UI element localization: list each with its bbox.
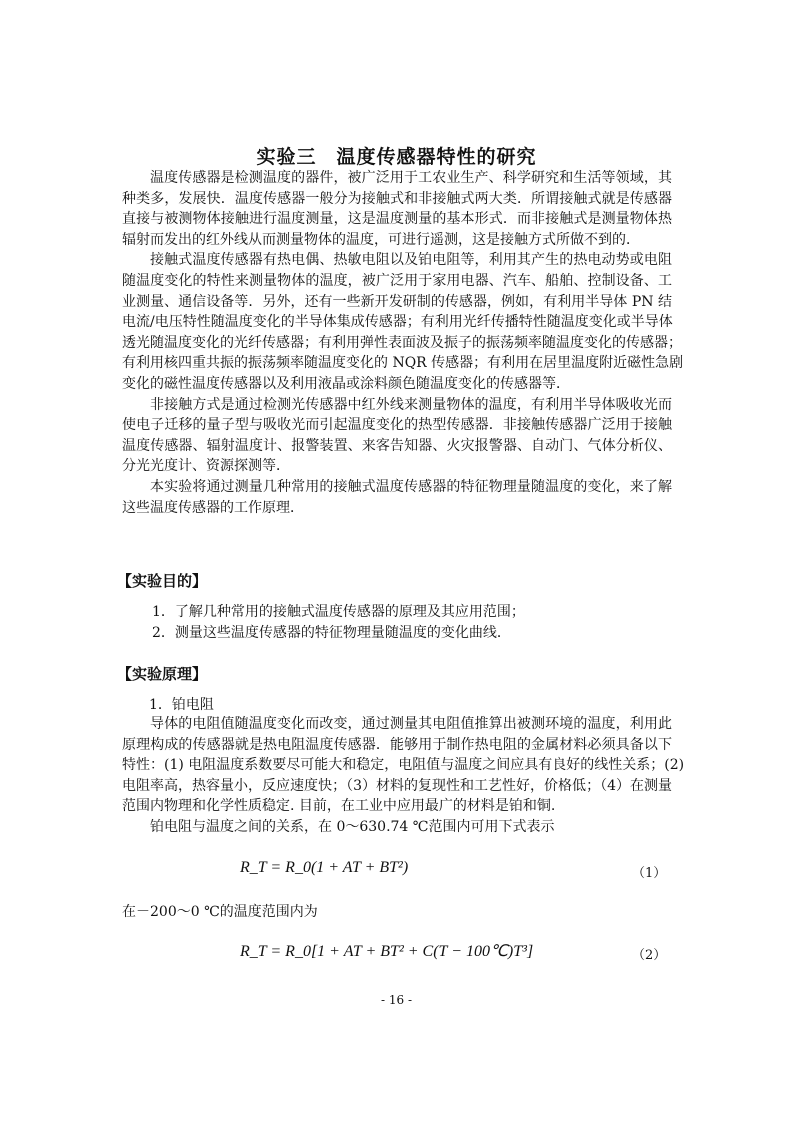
purpose-item: 1．了解几种常用的接触式温度传感器的原理及其应用范围； bbox=[152, 604, 525, 620]
section-heading-purpose: 【实验目的】 bbox=[117, 572, 208, 590]
body-text-line: 透光随温度变化的光纤传感器；有利用弹性表面波及振子的振荡频率随温度变化的传感器； bbox=[122, 334, 682, 351]
body-text-line: 本实验将通过测量几种常用的接触式温度传感器的特征物理量随温度的变化，来了解 bbox=[150, 479, 672, 495]
body-text-line: 接触式温度传感器有热电偶、热敏电阻以及铂电阻等，利用其产生的热电动势或电阻 bbox=[150, 252, 672, 269]
body-text-line: 随温度变化的特性来测量物体的温度，被广泛用于家用电器、汽车、船舶、控制设备、工 bbox=[122, 273, 672, 289]
body-text-line: 在－200～0 ℃的温度范围内为 bbox=[122, 904, 318, 920]
body-text-line: 电流/电压特性随温度变化的半导体集成传感器；有利用光纤传播特性随温度变化或半导体 bbox=[122, 314, 673, 331]
body-text-line: 铂电阻与温度之间的关系，在 0～630.74 ℃范围内可用下式表示 bbox=[150, 819, 555, 835]
body-text-line: 电阻率高，热容量小，反应速度快；（3）材料的复现性和工艺性好，价格低；（4）在测量 bbox=[122, 777, 672, 794]
body-text-line: 种类多，发展快．温度传感器一般分为接触式和非接触式两大类．所谓接触式就是传感器 bbox=[122, 190, 672, 207]
section-heading-principle: 【实验原理】 bbox=[117, 665, 208, 683]
body-text-line: 范围内物理和化学性质稳定. 目前，在工业中应用最广的材料是铂和铜. bbox=[122, 798, 556, 815]
equation-number: （1） bbox=[632, 866, 667, 881]
formula-1: R_T = R_0(1 + AT + BT²) bbox=[240, 859, 409, 876]
body-text-line: 原理构成的传感器就是热电阻温度传感器．能够用于制作热电阻的金属材料必须具备以下 bbox=[122, 736, 672, 753]
body-text-line: 业测量、通信设备等．另外，还有一些新开发研制的传感器，例如，有利用半导体 PN 结 bbox=[122, 293, 672, 310]
body-text-line: 分光光度计、资源探测等． bbox=[122, 458, 290, 475]
body-text-line: 这些温度传感器的工作原理． bbox=[122, 499, 304, 516]
body-text-line: 导体的电阻值随温度变化而改变，通过测量其电阻值推算出被测环境的温度，利用此 bbox=[150, 716, 672, 732]
body-text-line: 变化的磁性温度传感器以及利用液晶或涂料颜色随温度变化的传感器等． bbox=[122, 376, 570, 392]
body-text-line: 直接与被测物体接触进行温度测量，这是温度测量的基本形式．而非接触式是测量物体热 bbox=[122, 211, 672, 228]
page-number: - 16 - bbox=[380, 993, 412, 1007]
subheading-platinum-resistor: 1．铂电阻 bbox=[149, 697, 214, 713]
body-text-line: 使电子迁移的量子型与吸收光而引起温度变化的热型传感器．非接触传感器广泛用于接触 bbox=[122, 417, 672, 434]
page-title: 实验三 温度传感器特性的研究 bbox=[256, 146, 537, 168]
body-text-line: 辐射而发出的红外线从而测量物体的温度，可进行遥测，这是接触方式所做不到的． bbox=[122, 231, 640, 248]
equation-number: （2） bbox=[632, 948, 667, 963]
body-text-line: 特性：(1) 电阻温度系数要尽可能大和稳定，电阻值与温度之间应具有良好的线性关系；(2) bbox=[122, 757, 685, 774]
purpose-item: 2．测量这些温度传感器的特征物理量随温度的变化曲线． bbox=[152, 625, 511, 641]
body-text-line: 温度传感器是检测温度的器件，被广泛用于工农业生产、科学研究和生活等领域，其 bbox=[150, 170, 672, 186]
body-text-line: 非接触方式是通过检测光传感器中红外线来测量物体的温度，有利用半导体吸收光而 bbox=[150, 396, 672, 413]
body-text-line: 温度传感器、辐射温度计、报警装置、来客告知器、火灾报警器、自动门、气体分析仪、 bbox=[122, 437, 672, 454]
body-text-line: 有利用核四重共振的振荡频率随温度变化的 NQR 传感器；有利用在居里温度附近磁性急剧 bbox=[122, 355, 684, 372]
formula-2: R_T = R_0[1 + AT + BT² + C(T − 100℃)T³] bbox=[240, 943, 534, 960]
